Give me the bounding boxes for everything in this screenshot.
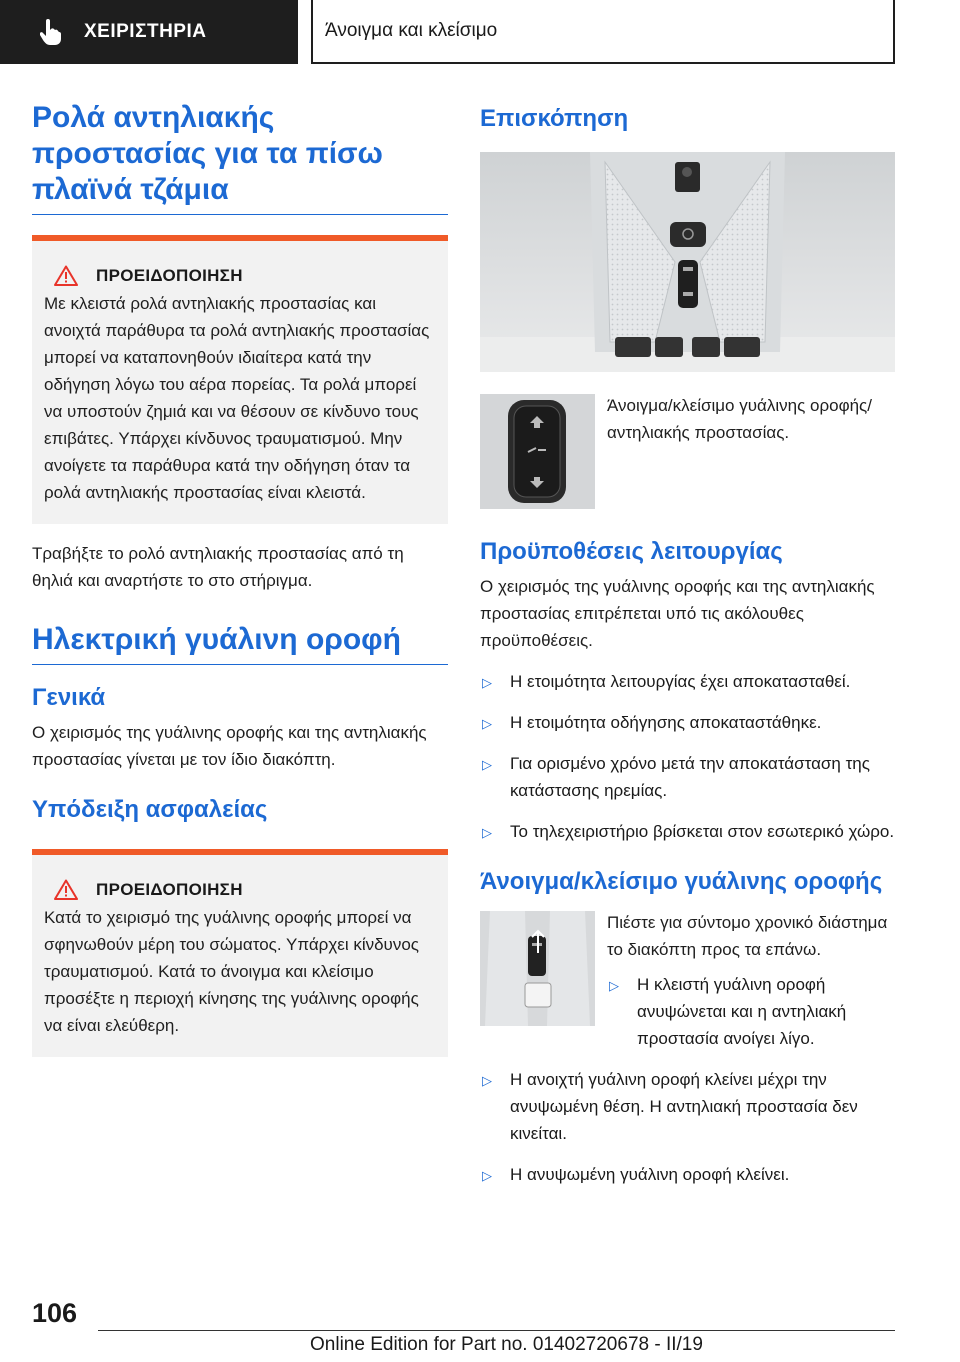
open-close-figure (480, 911, 895, 1052)
figure-caption: Άνοιγμα/κλείσιμο γυάλινης οροφής/αντηλιακής προστασίας. (607, 396, 872, 442)
subsection-title-open-close: Άνοιγμα/κλείσιμο γυάλινης οροφής (480, 868, 883, 895)
prerequisites-intro: Ο χειρισμός της γυάλινης οροφής και της αντηλιακής προστασίας επιτρέπεται υπό τις ακόλουθες προϋποθέσεις. (480, 577, 875, 650)
warning-box-sunblinds (32, 235, 448, 524)
triangle-bullet-icon: ▷ (482, 1073, 492, 1088)
list-item: ▷ Η ανοιχτή γυάλινη οροφή κλείνει μέχρι την ανυψωμένη θέση. Η αντηλιακή προστασία δεν κινείται. (480, 1066, 895, 1147)
warning-text: Με κλειστά ρολά αντηλιακής προστασίας και ανοιχτά παράθυρα τα ρολά αντηλιακής προστασίας μπορεί να καταπονηθούν ιδιαίτερα κατά την οδήγηση λόγω του αέρα πορείας. Τα ρολά μπορεί να υποστούν ζημιά και να θέσουν σε κίνδυνο τους επιβάτες. Υπάρχει κίνδυνος τραυματισμού. Μην ανοίγετε τα παράθυρα κατά την οδήγηση όταν τα ρολά αντηλιακής προστασίας είναι κλειστά. (44, 294, 430, 502)
hand-pointer-icon (40, 19, 62, 45)
list-item: ▷ Η κλειστή γυάλινη οροφή ανυψώνεται και η αντηλιακή προστασία ανοίγει λίγο. (607, 971, 895, 1052)
subsection-title-safety: Υπόδειξη ασφαλείας (32, 796, 268, 823)
footer-divider (98, 1330, 895, 1331)
triangle-bullet-icon: ▷ (482, 825, 492, 840)
switch-figure (480, 394, 895, 509)
list-item: ▷ Η ετοιμότητα λειτουργίας έχει αποκατασταθεί. (480, 668, 895, 695)
subsection-title-general: Γενικά (32, 684, 106, 711)
overhead-console-photo (480, 152, 895, 372)
warning-title: ΠΡΟΕΙΔΟΠΟΙΗΣΗ (96, 879, 243, 899)
footer-edition: Online Edition for Part no. 01402720678 - II/19 (310, 1334, 703, 1355)
subsection-title-prerequisites: Προϋποθέσεις λειτουργίας (480, 538, 783, 565)
list-item: ▷ Η ανυψωμένη γυάλινη οροφή κλείνει. (480, 1161, 895, 1188)
triangle-bullet-icon: ▷ (482, 716, 492, 731)
header-chapter-tab (311, 0, 895, 64)
open-close-instruction: Πιέστε για σύντομο χρονικό διάστημα το διακόπτη προς τα επάνω. (607, 913, 888, 959)
triangle-bullet-icon: ▷ (482, 1168, 492, 1183)
left-column (32, 100, 448, 1057)
list-item: ▷ Το τηλεχειριστήριο βρίσκεται στον εσωτερικό χώρο. (480, 818, 895, 845)
prerequisites-list (480, 668, 895, 845)
header-chapter-label: Άνοιγμα και κλείσιμο (325, 20, 498, 41)
open-close-inline-list (607, 971, 895, 1052)
roof-switch-press-photo (480, 911, 595, 1026)
header-section-tab (0, 0, 298, 64)
triangle-bullet-icon: ▷ (482, 675, 492, 690)
page-number: 106 (32, 1298, 78, 1328)
roof-switch-photo (480, 394, 595, 509)
warning-triangle-icon (54, 265, 78, 286)
list-item: ▷ Για ορισμένο χρόνο μετά την αποκατάσταση της κατάστασης ηρεμίας. (480, 750, 895, 804)
general-text: Ο χειρισμός της γυάλινης οροφής και της αντηλιακής προστασίας γίνεται με τον ίδιο διακόπτη. (32, 723, 427, 769)
triangle-bullet-icon: ▷ (609, 978, 619, 993)
header-section-label: ΧΕΙΡΙΣΤΗΡΙΑ (84, 21, 207, 42)
warning-triangle-icon (54, 879, 78, 900)
section-title-sunblinds: Ρολά αντηλιακής προστασίας για τα πίσω πλαϊνά τζάμια (32, 100, 448, 215)
sunblind-instruction: Τραβήξτε το ρολό αντηλιακής προστασίας από τη θηλιά και αναρτήστε το στο στήριγμα. (32, 544, 404, 590)
triangle-bullet-icon: ▷ (482, 757, 492, 772)
warning-text: Κατά το χειρισμό της γυάλινης οροφής μπορεί να σφηνωθούν μέρη του σώματος. Υπάρχει κίνδυνος τραυματισμού. Κατά το άνοιγμα και κλείσιμο προσέξτε η περιοχή κίνησης της γυάλινης οροφής να είναι ελεύθερη. (44, 908, 420, 1035)
list-item: ▷ Η ετοιμότητα οδήγησης αποκαταστάθηκε. (480, 709, 895, 736)
section-title-glass-roof: Ηλεκτρική γυάλινη οροφή (32, 622, 448, 665)
subsection-title-overview: Επισκόπηση (480, 105, 629, 132)
warning-title: ΠΡΟΕΙΔΟΠΟΙΗΣΗ (96, 265, 243, 285)
right-column (480, 100, 895, 1188)
open-close-list (480, 1066, 895, 1188)
warning-box-glass-roof (32, 849, 448, 1057)
